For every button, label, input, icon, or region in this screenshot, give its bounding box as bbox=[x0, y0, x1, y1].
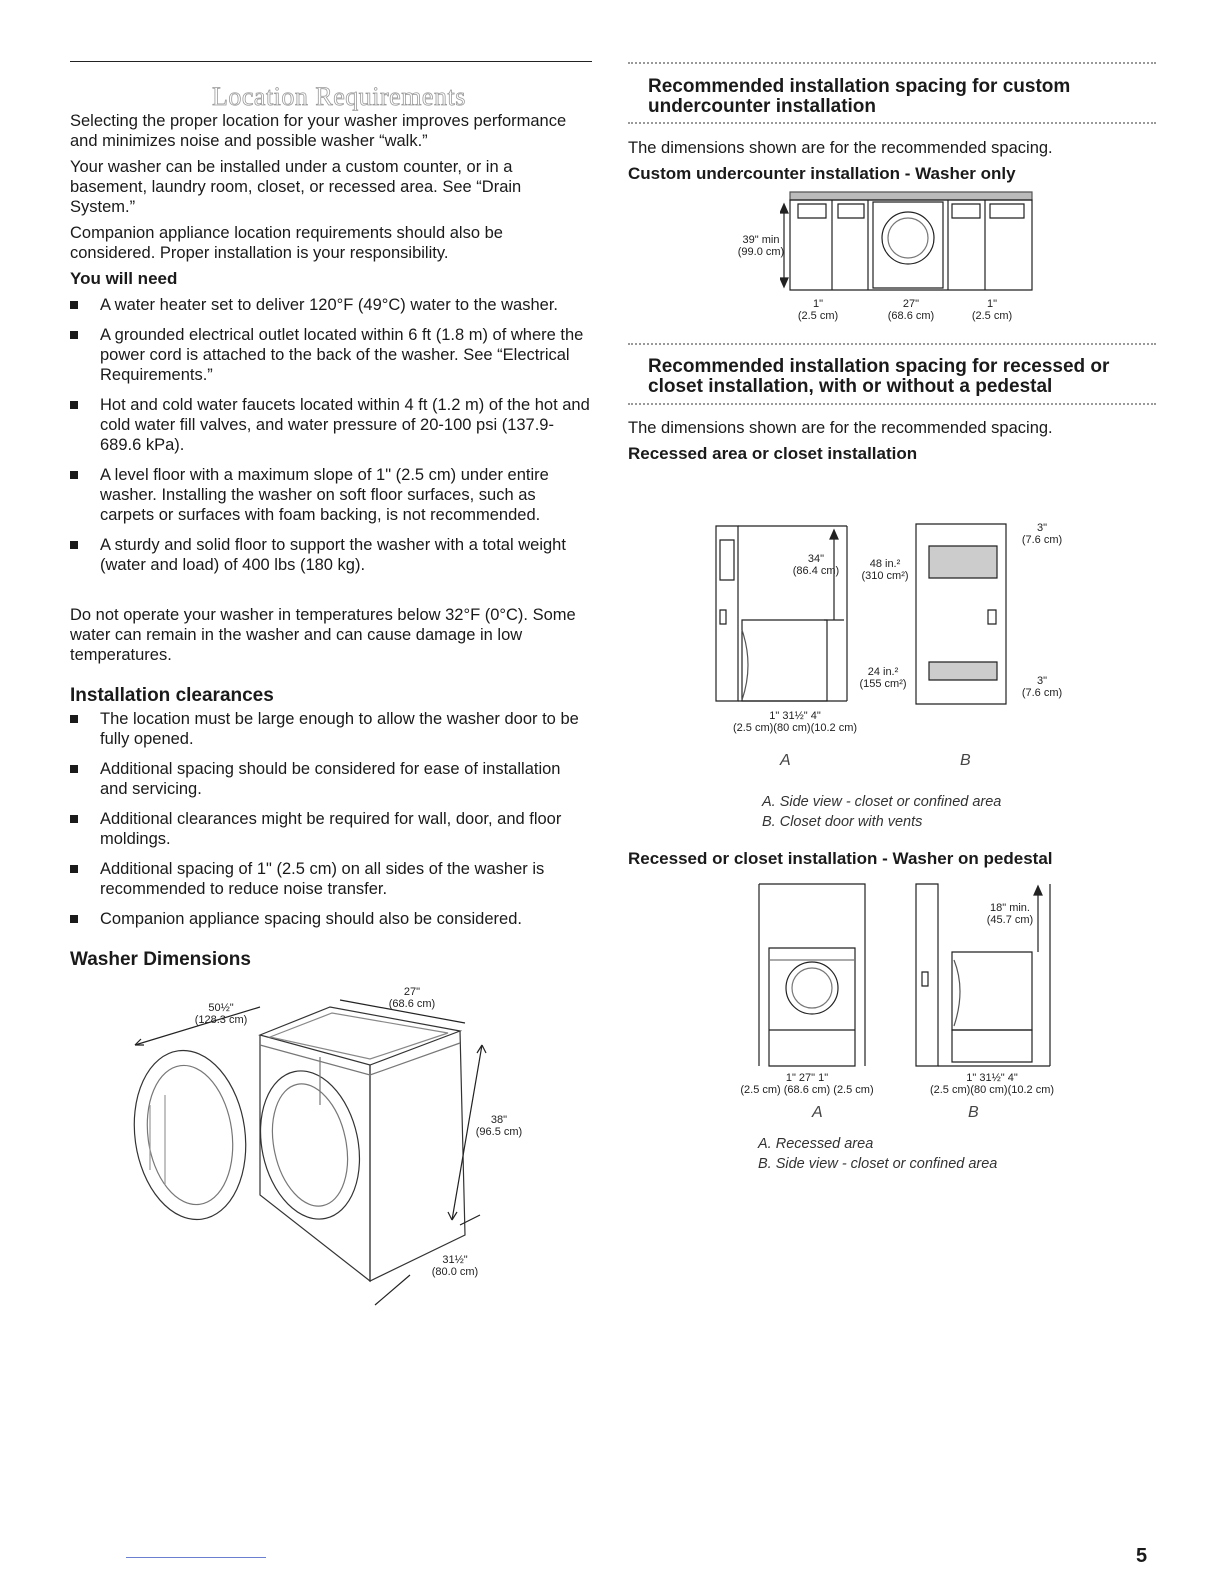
page-number: 5 bbox=[1136, 1545, 1148, 1567]
vent-bottom-gap: 3" (7.6 cm) bbox=[1021, 675, 1063, 699]
list-item: A sturdy and solid floor to support the washer with a total weight (water and load) of 400 lbs (180 kg). bbox=[70, 535, 592, 575]
recessed-subheading: Recessed area or closet installation bbox=[628, 444, 918, 463]
pedestal-top-clearance: 18" min. (45.7 cm) bbox=[986, 902, 1034, 926]
closet-bottom-dims: 1" 31½" 4" (2.5 cm)(80 cm)(10.2 cm) bbox=[732, 710, 858, 734]
dim-open-depth: 50½" (128.3 cm) bbox=[194, 1002, 248, 1026]
pedestal-subheading: Recessed or closet installation - Washer on pedestal bbox=[628, 849, 1053, 868]
caption-b: B. Closet door with vents bbox=[762, 814, 923, 830]
diagram-label-b: B bbox=[968, 1104, 979, 1121]
list-item: Additional spacing of 1" (2.5 cm) on all sides of the washer is recommended to reduce noise transfer. bbox=[70, 859, 592, 899]
undercounter-left-gap: 1" (2.5 cm) bbox=[797, 298, 839, 322]
vent-top-gap: 3" (7.6 cm) bbox=[1021, 522, 1063, 546]
dim-width: 27" (68.6 cm) bbox=[388, 986, 436, 1010]
undercounter-spacing-heading: Recommended installation spacing for custom undercounter installation bbox=[648, 76, 1071, 117]
undercounter-subheading: Custom undercounter installation - Washer only bbox=[628, 164, 1016, 183]
pedestal-left-bottom-dims: 1" 27" 1" (2.5 cm) (68.6 cm) (2.5 cm) bbox=[740, 1072, 874, 1096]
caption-a: A. Recessed area bbox=[758, 1136, 874, 1152]
section-title: Location Requirements bbox=[212, 82, 466, 111]
dim-depth: 31½" (80.0 cm) bbox=[431, 1254, 479, 1278]
diagram-label-a: A bbox=[812, 1104, 823, 1121]
top-rule bbox=[70, 61, 592, 62]
pedestal-recessed-diagram bbox=[755, 880, 870, 1070]
closet-top-clearance: 34" (86.4 cm) bbox=[792, 553, 840, 577]
intro-paragraph-1: Selecting the proper location for your washer improves performance and minimizes noise and possible washer “walk.” bbox=[70, 112, 567, 150]
list-item: A water heater set to deliver 120°F (49°C) water to the washer. bbox=[70, 295, 592, 315]
list-item: Companion appliance spacing should also be considered. bbox=[70, 909, 592, 929]
list-item: Hot and cold water faucets located within 4 ft (1.2 m) of the hot and cold water fill valves, and water pressure of 20-100 psi (137.9-689.6 kPa). bbox=[70, 395, 592, 455]
recessed-intro: The dimensions shown are for the recommended spacing. bbox=[628, 419, 1053, 437]
undercounter-intro: The dimensions shown are for the recommended spacing. bbox=[628, 139, 1053, 157]
caption-b: B. Side view - closet or confined area bbox=[758, 1156, 998, 1172]
closet-side-view-diagram bbox=[712, 520, 862, 710]
undercounter-width: 27" (68.6 cm) bbox=[887, 298, 935, 322]
diagram-label-a: A bbox=[780, 752, 791, 769]
list-item: The location must be large enough to allow the washer door to be fully opened. bbox=[70, 709, 592, 749]
footer-line bbox=[126, 1557, 266, 1558]
dotted-rule bbox=[628, 343, 1156, 345]
undercounter-right-gap: 1" (2.5 cm) bbox=[971, 298, 1013, 322]
list-item: Additional clearances might be required for wall, door, and floor moldings. bbox=[70, 809, 592, 849]
washer-dimensions-heading: Washer Dimensions bbox=[70, 949, 251, 970]
installation-clearances-heading: Installation clearances bbox=[70, 685, 274, 706]
you-will-need-list bbox=[70, 295, 592, 575]
intro-paragraph-2: Your washer can be installed under a custom counter, or in a basement, laundry room, closet, or recessed area. See “Drain System.” bbox=[70, 158, 522, 216]
vent-top-area: 48 in.² (310 cm²) bbox=[861, 558, 909, 582]
list-item: A grounded electrical outlet located within 6 ft (1.8 m) of where the power cord is attached to the back of the washer. See “Electrical Requirements.” bbox=[70, 325, 592, 385]
pedestal-right-bottom-dims: 1" 31½" 4" (2.5 cm)(80 cm)(10.2 cm) bbox=[929, 1072, 1055, 1096]
dim-height: 38" (96.5 cm) bbox=[475, 1114, 523, 1138]
recessed-spacing-heading: Recommended installation spacing for recessed or closet installation, with or without a pedestal bbox=[648, 356, 1110, 397]
caption-a: A. Side view - closet or confined area bbox=[762, 794, 1002, 810]
vent-bottom-area: 24 in.² (155 cm²) bbox=[859, 666, 907, 690]
undercounter-height-label: 39" min (99.0 cm) bbox=[737, 234, 785, 258]
dotted-rule bbox=[628, 122, 1156, 124]
clearances-list bbox=[70, 709, 592, 929]
temperature-note: Do not operate your washer in temperatures below 32°F (0°C). Some water can remain in the washer and can cause damage in low temperatures. bbox=[70, 606, 576, 664]
undercounter-diagram bbox=[780, 190, 1040, 295]
closet-door-vents-diagram bbox=[912, 520, 1022, 710]
dotted-rule bbox=[628, 403, 1156, 405]
you-will-need-heading: You will need bbox=[70, 269, 178, 288]
list-item: Additional spacing should be considered for ease of installation and servicing. bbox=[70, 759, 592, 799]
list-item: A level floor with a maximum slope of 1" (2.5 cm) under entire washer. Installing the washer on soft floor surfaces, such as carpets or surfaces with foam backing, is not recommended. bbox=[70, 465, 592, 525]
intro-paragraph-3: Companion appliance location requirements should also be considered. Proper installation is your responsibility. bbox=[70, 224, 503, 262]
diagram-label-b: B bbox=[960, 752, 971, 769]
dotted-rule bbox=[628, 62, 1156, 64]
